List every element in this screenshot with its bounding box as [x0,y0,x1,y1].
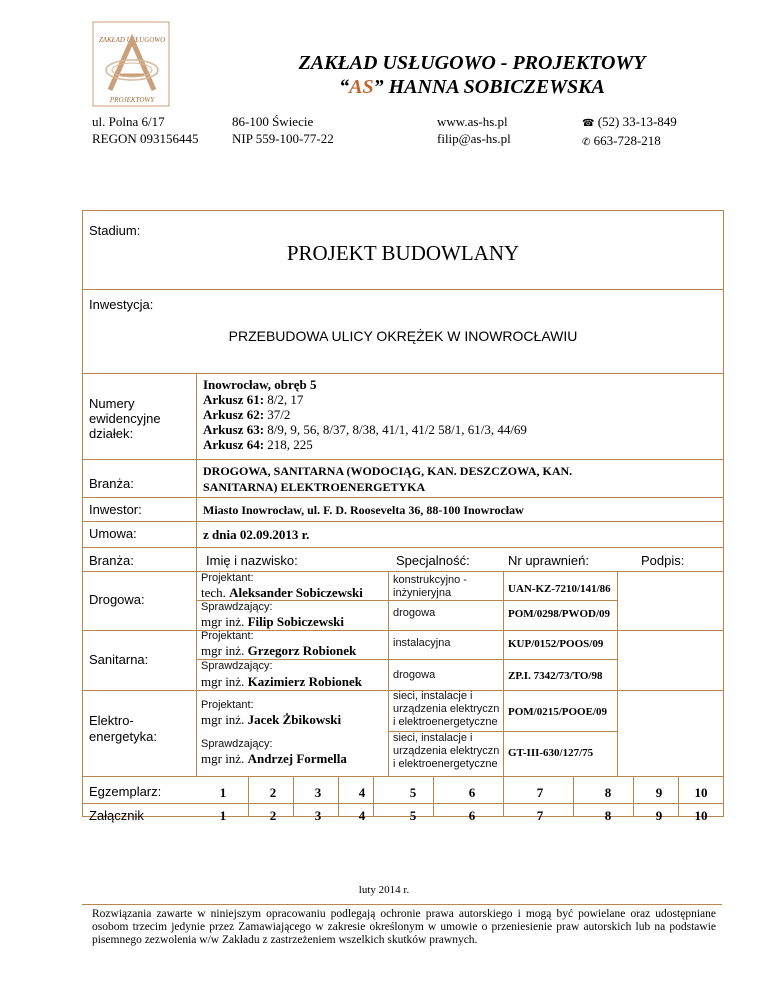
license-number: KUP/0152/POOS/09 [508,638,604,650]
city: 86-100 Świecie [232,114,314,129]
spec-value: konstrukcyjno - inżynieryjna [393,574,467,599]
zalacznik-num: 10 [694,808,708,823]
egzemplarz-num: 8 [604,785,612,800]
branza-value: DROGOWA, SANITARNA (WODOCIĄG, KAN. DESZCZOWA, KAN. SANITARNA) ELEKTROENERGETYKA [203,464,573,494]
spec-value: drogowa [393,669,436,681]
role-label: Projektant: [201,630,254,642]
web-block [437,113,511,147]
egzemplarz-num: 7 [536,785,544,800]
address-block [92,113,199,147]
zalacznik-label: Załącznik [89,808,144,823]
license-number: POM/0215/POOE/09 [508,706,607,718]
mobile-icon: ✆ [582,137,591,148]
zalacznik-num: 7 [536,808,544,823]
license-number: UAN-KZ-7210/141/86 [508,583,611,595]
person-name: mgr inż. Andrzej Formella [201,751,347,766]
role-label: Projektant: [201,572,254,584]
stadium-value: PROJEKT BUDOWLANY [286,241,520,265]
th-podpis: Podpis: [641,553,685,568]
th-branza: Branża: [89,553,134,568]
inwestor-label: Inwestor: [89,502,142,517]
row-drogowa-label: Drogowa: [89,592,145,607]
spec-value: sieci, instalacje i urządzenia elektryczn i elektroenergetyczne [393,690,500,728]
license-number: ZP.I. 7342/73/TO/98 [508,670,603,682]
egzemplarz-num: 4 [358,785,366,800]
zalacznik-num: 6 [468,808,476,823]
dzialki-label: Numery ewidencyjne działek: [89,396,161,441]
egzemplarz-num: 2 [269,785,277,800]
spec-value: instalacyjna [393,637,451,649]
egzemplarz-num: 6 [468,785,476,800]
zalacznik-num: 8 [604,808,612,823]
inwestycja-label: Inwestycja: [89,297,154,312]
egzemplarz-num: 9 [655,785,663,800]
zalacznik-num: 5 [409,808,417,823]
role-label: Sprawdzający: [201,660,273,672]
city-block [232,113,334,147]
zalacznik-num: 1 [219,808,227,823]
branza-label: Branża: [89,476,134,491]
license-number: GT-III-630/127/75 [508,747,594,759]
umowa-value: z dnia 02.09.2013 r. [203,527,310,542]
role-label: Sprawdzający: [201,738,273,750]
egzemplarz-num: 10 [694,785,708,800]
person-name: tech. Aleksander Sobiczewski [201,585,363,600]
copyright-notice: Rozwiązania zawarte w niniejszym opracowaniu podlegają ochronie prawa autorskiego i mogą być powielane oraz udostępniane osobom trzecim jedynie przez Zamawiającego w zakresie określonym w umowie o przeniesienie praw autorskich lub na podstawie pisemnego zezwolenia w/w Zakładu z zastrzeżeniem wszelkich skutków prawnych. [92,908,716,946]
zalacznik-num: 9 [655,808,663,823]
row-sanitarna-label: Sanitarna: [89,652,149,667]
svg-text:PROJEKTOWY: PROJEKTOWY [109,96,155,104]
address: ul. Polna 6/17 [92,114,165,129]
egzemplarz-num: 5 [409,785,417,800]
spec-value: drogowa [393,607,436,619]
phone-number: (52) 33-13-849 [597,114,677,129]
role-label: Sprawdzający: [201,601,273,613]
th-name: Imię i nazwisko: [206,553,298,568]
website-link[interactable]: www.as-hs.pl [437,114,508,129]
inwestor-value: Miasto Inowrocław, ul. F. D. Roosevelta 36, 88-100 Inowrocław [203,503,524,517]
inwestycja-value: PRZEBUDOWA ULICY OKRĘŻEK W INOWROCŁAWIU [228,328,578,344]
license-number: POM/0298/PWOD/09 [508,608,611,620]
row-elektro-label: Elektro- energetyka: [89,713,157,744]
egzemplarz-label: Egzemplarz: [89,784,162,799]
company-name-line2: “AS” HANNA SOBICZEWSKA [339,76,605,98]
zalacznik-num: 3 [314,808,322,823]
th-spec: Specjalność: [396,553,470,568]
egzemplarz-num: 3 [314,785,322,800]
zalacznik-num: 2 [269,808,277,823]
umowa-label: Umowa: [89,526,137,541]
regon: REGON 093156445 [92,131,199,146]
company-name-line1: ZAKŁAD USŁUGOWO - PROJEKTOWY [298,52,646,74]
person-name: mgr inż. Grzegorz Robionek [201,643,357,658]
company-logo [90,20,240,110]
egzemplarz-num: 1 [219,785,227,800]
person-name: mgr inż. Jacek Żbikowski [201,712,342,727]
th-nr: Nr uprawnień: [508,553,589,568]
person-name: mgr inż. Filip Sobiczewski [201,614,345,629]
document-date: luty 2014 r. [358,884,410,896]
phone-block [582,113,677,151]
nip: NIP 559-100-77-22 [232,131,334,146]
email-link[interactable]: filip@as-hs.pl [437,131,511,146]
spec-value: sieci, instalacje i urządzenia elektryczn i elektroenergetyczne [393,732,500,770]
title-page-form [82,210,724,823]
phone-icon: ☎ [582,118,595,129]
stadium-label: Stadium: [89,223,141,238]
role-label: Projektant: [201,699,254,711]
person-name: mgr inż. Kazimierz Robionek [201,674,363,689]
mobile-number: 663-728-218 [593,133,661,148]
dzialki-list: Inowrocław, obręb 5 Arkusz 61: 8/2, 17 Arkusz 62: 37/2 Arkusz 63: 8/9, 9, 56, 8/37, 8/38, 41/1, 41/2 58/1, 61/3, 44/69 Arkusz 64: 218, 225 [203,377,527,452]
footer-divider [82,904,722,905]
svg-text:ZAKŁAD USŁUGOWO: ZAKŁAD USŁUGOWO [98,36,166,44]
zalacznik-num: 4 [358,808,366,823]
